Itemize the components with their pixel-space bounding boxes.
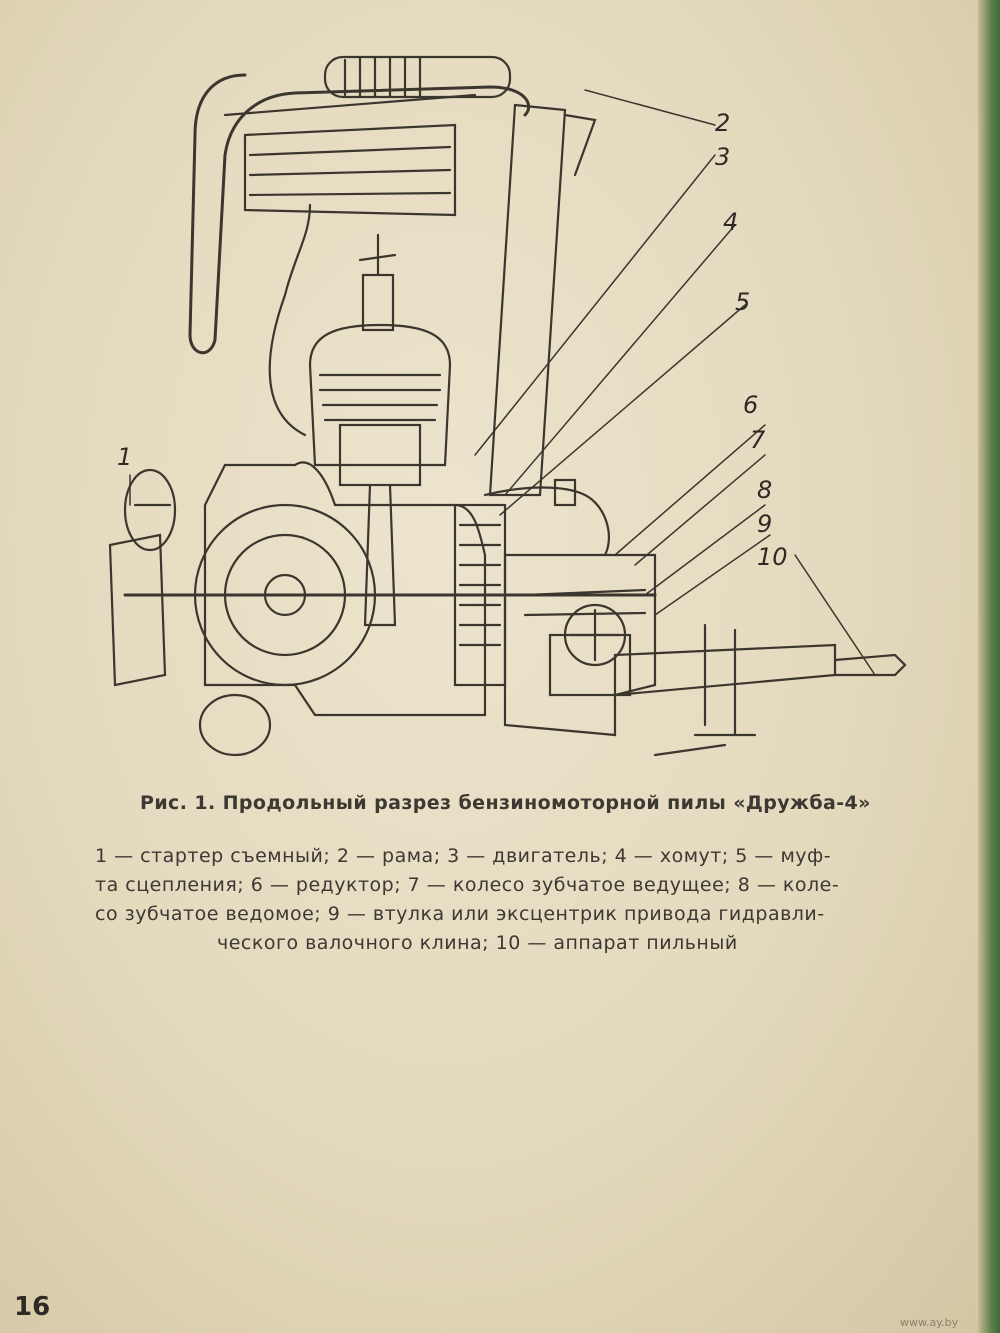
callout-10: 10 bbox=[757, 543, 788, 571]
figure-caption: Рис. 1. Продольный разрез бензиномоторной пилы «Дружба-4» bbox=[140, 792, 871, 814]
saw-drawing bbox=[95, 35, 935, 775]
callout-6: 6 bbox=[743, 391, 759, 419]
page-number: 16 bbox=[14, 1292, 51, 1322]
callout-3: 3 bbox=[715, 143, 731, 171]
callout-4: 4 bbox=[723, 208, 739, 236]
leader-lines bbox=[130, 90, 875, 675]
legend-line-2: та сцепления; 6 — редуктор; 7 — колесо зубчатое ведущее; 8 — коле- bbox=[95, 874, 840, 896]
saw-cross-section-figure bbox=[95, 35, 935, 775]
frame-handle bbox=[190, 75, 529, 353]
reducer-housing bbox=[505, 555, 655, 735]
callout-labels bbox=[117, 109, 788, 571]
legend-line-3: со зубчатое ведомое; 9 — втулка или эксцентрик привода гидравли- bbox=[95, 903, 825, 925]
piston bbox=[340, 425, 420, 485]
callout-1: 1 bbox=[117, 443, 133, 471]
background-edge bbox=[978, 0, 1000, 1333]
legend-line-4: ческого валочного клина; 10 — аппарат пильный bbox=[217, 932, 738, 954]
spark-plug bbox=[363, 275, 393, 330]
cylinder bbox=[310, 325, 450, 465]
tank bbox=[200, 695, 270, 755]
watermark: www.ay.by bbox=[900, 1316, 959, 1329]
hose bbox=[485, 488, 609, 556]
callout-9: 9 bbox=[757, 510, 773, 538]
figure-legend bbox=[95, 842, 955, 958]
callout-2: 2 bbox=[715, 109, 731, 137]
frame-tube bbox=[490, 105, 565, 495]
callout-5: 5 bbox=[735, 288, 751, 316]
legend-line-1: 1 — стартер съемный; 2 — рама; 3 — двигатель; 4 — хомут; 5 — муф- bbox=[95, 845, 832, 867]
callout-8: 8 bbox=[757, 476, 773, 504]
callout-7: 7 bbox=[750, 426, 766, 454]
starter bbox=[110, 535, 165, 685]
fuel-line bbox=[270, 205, 310, 435]
